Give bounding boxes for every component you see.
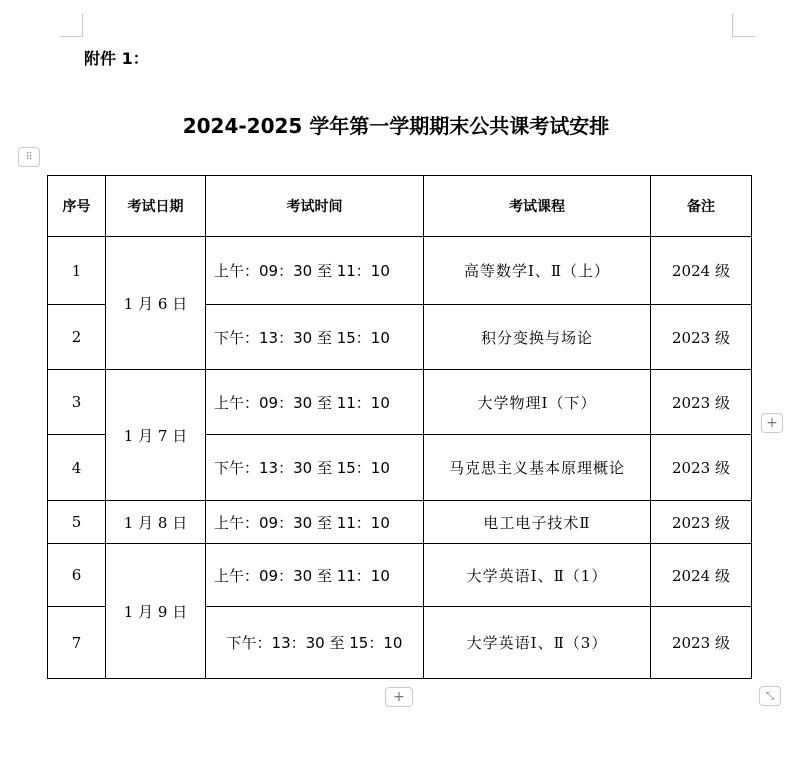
serial-cell[interactable]: 5 [48,501,106,544]
note-cell[interactable]: 2023 级 [651,435,752,501]
header-exam-date[interactable]: 考试日期 [106,176,206,237]
course-cell[interactable]: 大学物理Ⅰ（下） [424,370,651,435]
time-cell[interactable]: 上午：09：30 至 11：10 [206,544,424,607]
serial-cell[interactable]: 2 [48,305,106,370]
time-cell[interactable]: 下午：13：30 至 15：10 [206,435,424,501]
time-cell[interactable]: 上午：09：30 至 11：10 [206,237,424,305]
time-cell[interactable]: 上午：09：30 至 11：10 [206,370,424,435]
header-serial[interactable]: 序号 [48,176,106,237]
course-cell[interactable]: 电工电子技术Ⅱ [424,501,651,544]
page-margin-corner-top-left [60,14,83,37]
course-cell[interactable]: 积分变换与场论 [424,305,651,370]
table-header-row [48,176,752,237]
header-remarks[interactable]: 备注 [651,176,752,237]
header-exam-course[interactable]: 考试课程 [424,176,651,237]
page-margin-corner-top-right [732,14,755,37]
date-cell[interactable]: 1 月 9 日 [106,544,206,679]
table-move-handle-icon[interactable]: ⠿ [18,147,40,167]
course-cell[interactable]: 大学英语Ⅰ、Ⅱ（1） [424,544,651,607]
document-title: 2024-2025 学年第一学期期末公共课考试安排 [182,114,610,138]
exam-schedule-table[interactable] [47,175,752,679]
date-cell[interactable]: 1 月 8 日 [106,501,206,544]
date-cell[interactable]: 1 月 6 日 [106,237,206,370]
note-cell[interactable]: 2024 级 [651,237,752,305]
date-cell[interactable]: 1 月 7 日 [106,370,206,501]
serial-cell[interactable]: 1 [48,237,106,305]
table-row [48,237,752,305]
table-row [48,370,752,435]
serial-cell[interactable]: 7 [48,607,106,679]
course-cell[interactable]: 马克思主义基本原理概论 [424,435,651,501]
time-cell[interactable]: 下午：13：30 至 15：10 [206,305,424,370]
header-exam-time[interactable]: 考试时间 [206,176,424,237]
attachment-label: 附件 1： [84,49,149,68]
note-cell[interactable]: 2024 级 [651,544,752,607]
table-row [48,501,752,544]
note-cell[interactable]: 2023 级 [651,305,752,370]
add-column-button[interactable]: + [761,413,783,433]
add-row-button[interactable]: + [385,687,413,707]
note-cell[interactable]: 2023 级 [651,607,752,679]
table-row [48,544,752,607]
note-cell[interactable]: 2023 级 [651,370,752,435]
table-resize-icon[interactable]: ⤡ [759,686,781,706]
serial-cell[interactable]: 4 [48,435,106,501]
serial-cell[interactable]: 3 [48,370,106,435]
note-cell[interactable]: 2023 级 [651,501,752,544]
course-cell[interactable]: 大学英语Ⅰ、Ⅱ（3） [424,607,651,679]
serial-cell[interactable]: 6 [48,544,106,607]
time-cell[interactable]: 下午：13：30 至 15：10 [206,607,424,679]
course-cell[interactable]: 高等数学Ⅰ、Ⅱ（上） [424,237,651,305]
time-cell[interactable]: 上午：09：30 至 11：10 [206,501,424,544]
